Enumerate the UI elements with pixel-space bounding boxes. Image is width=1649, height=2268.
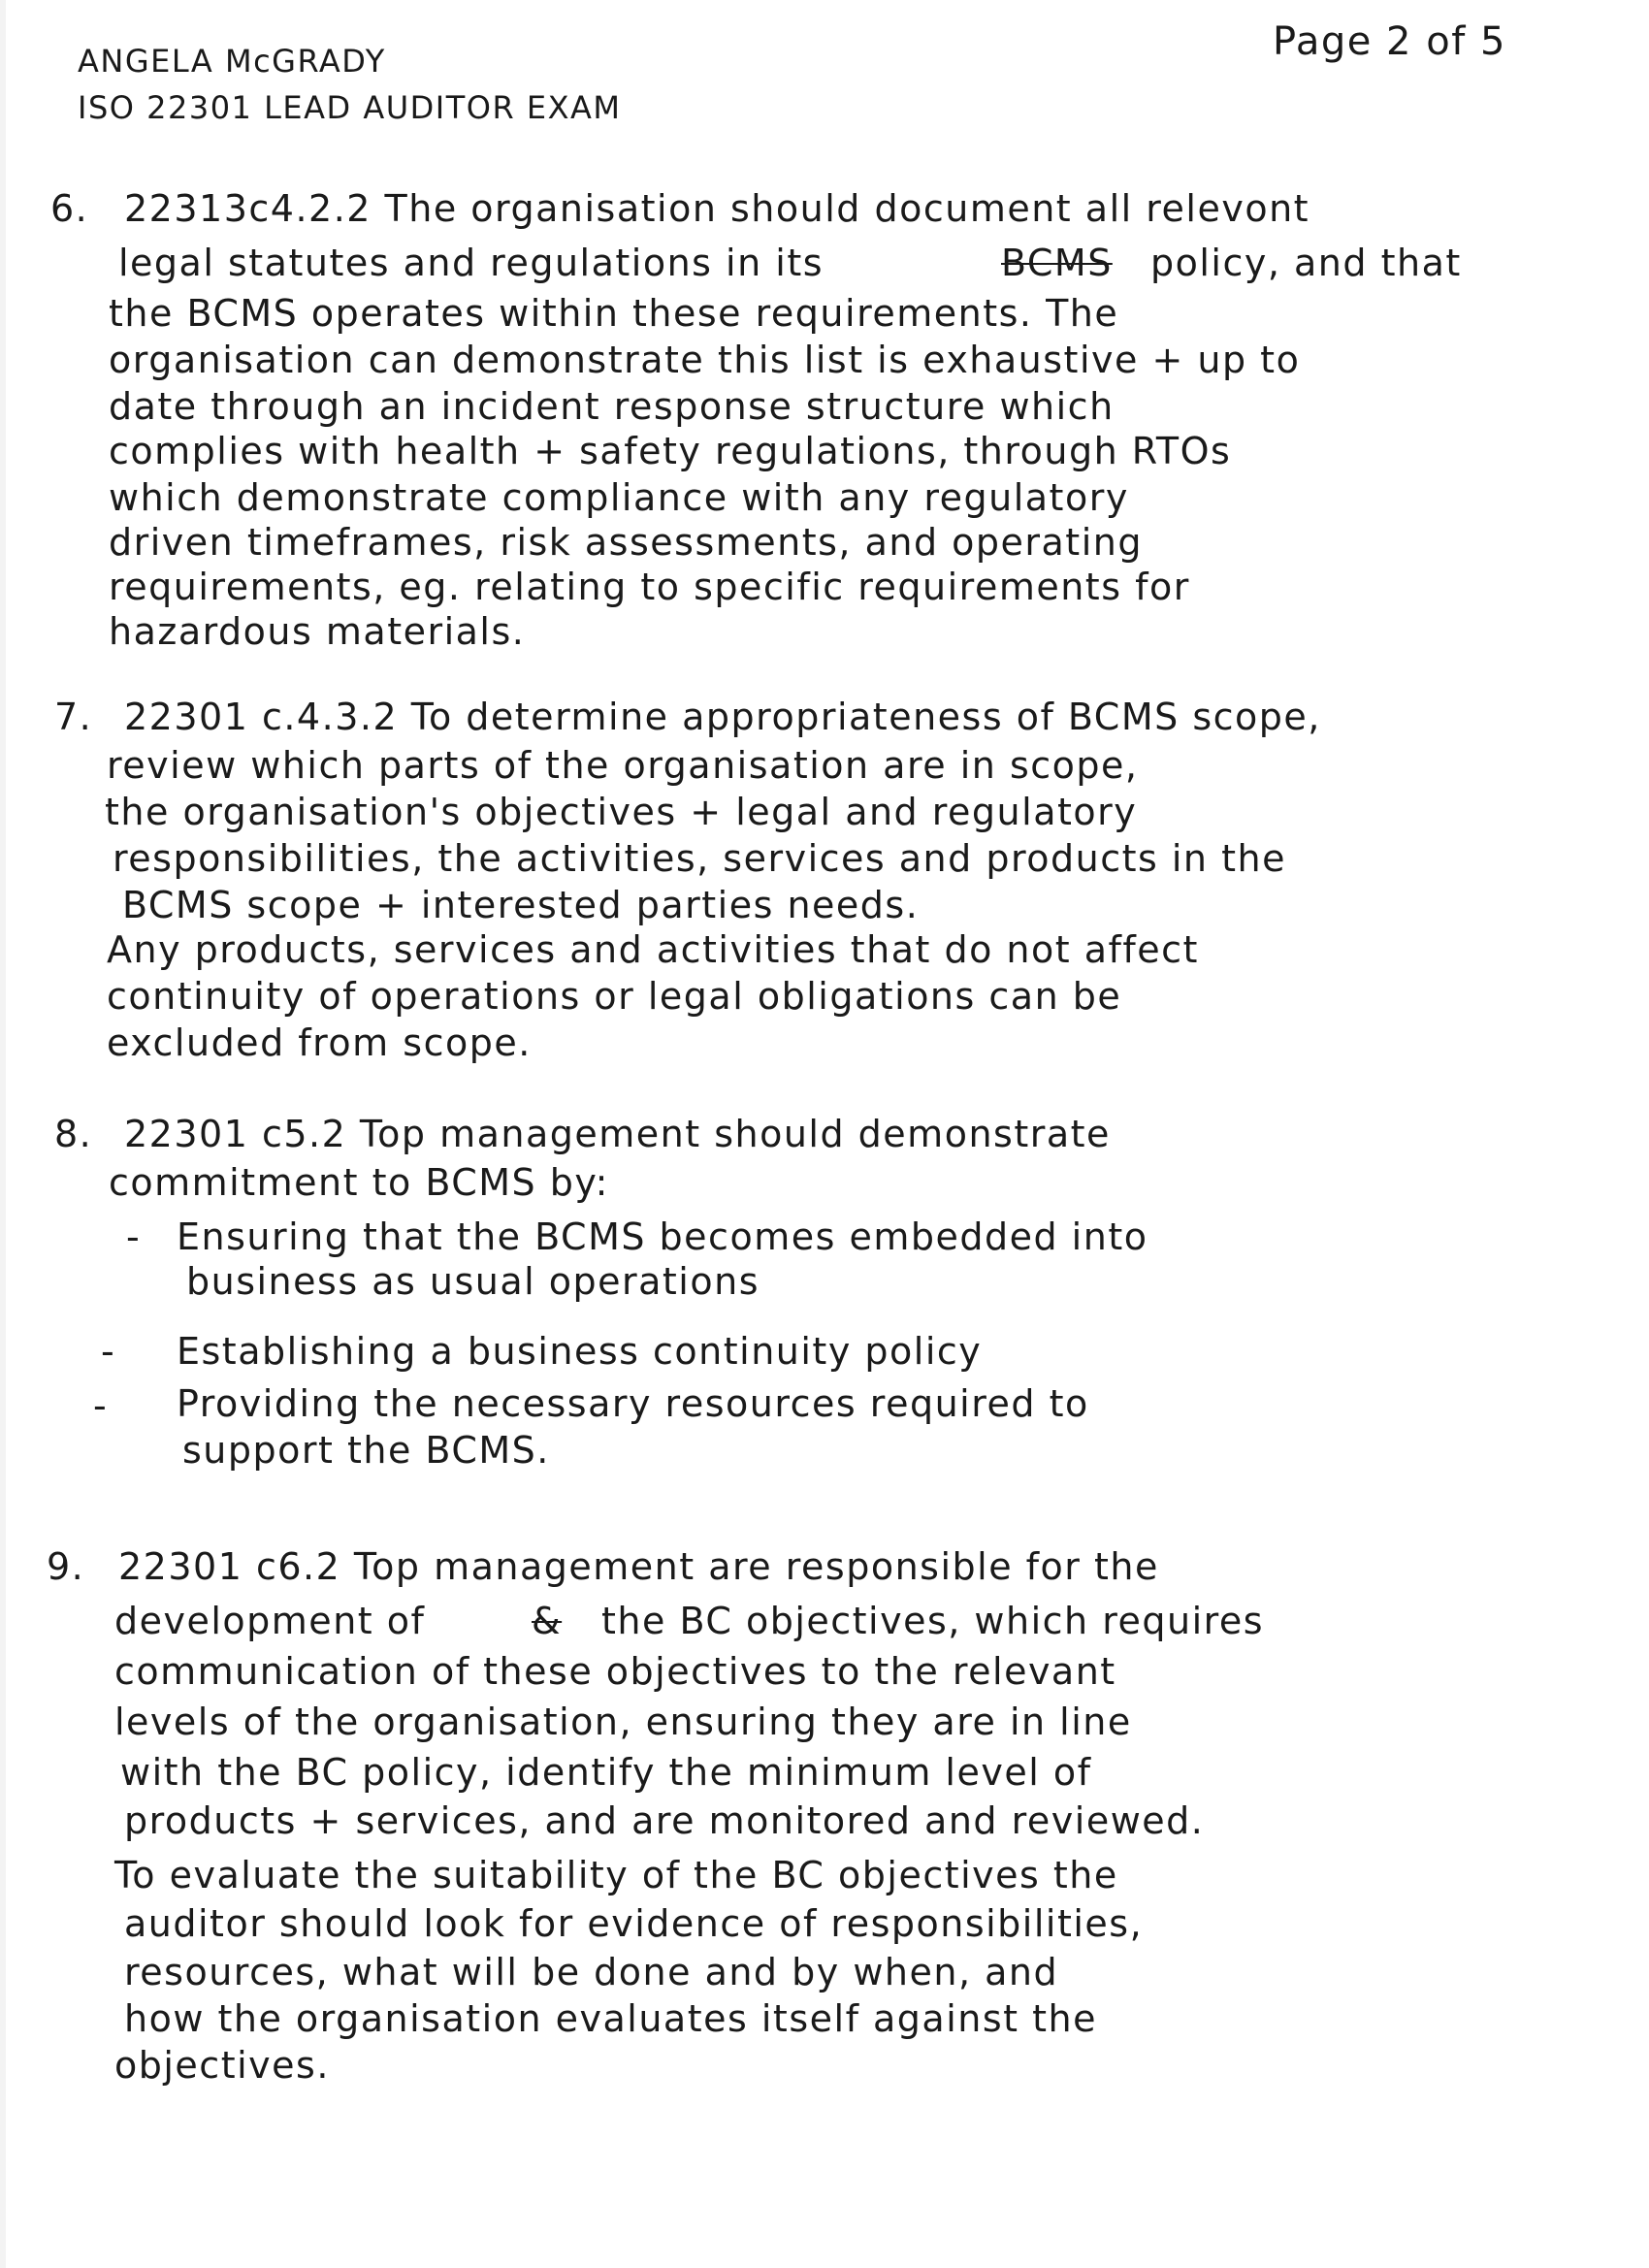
bullet-item-continued: support the BCMS. [182, 1429, 550, 1472]
answer-line: the BC objectives, which requires [601, 1600, 1265, 1642]
bullet-item: Providing the necessary resources required to [177, 1382, 1089, 1425]
answer-line: how the organisation evaluates itself against the [124, 1997, 1097, 2040]
answer-line: objectives. [114, 2044, 330, 2087]
answer-line: organisation can demonstrate this list is exhaustive + up to [109, 339, 1301, 381]
answer-line: driven timeframes, risk assessments, and operating [109, 521, 1143, 564]
answer-line: levels of the organisation, ensuring they are in line [114, 1701, 1132, 1743]
answer-line: excluded from scope. [107, 1021, 532, 1064]
answer-line: To evaluate the suitability of the BC objectives the [114, 1854, 1118, 1896]
answer-line: 22313c4.2.2 The organisation should document all relevont [124, 187, 1310, 230]
answer-number: 9. [47, 1545, 85, 1588]
answer-line: complies with health + safety regulations, through RTOs [109, 430, 1232, 472]
bullet-dash: - [126, 1215, 142, 1258]
bullet-dash: - [93, 1384, 109, 1427]
exam-title: ISO 22301 LEAD AUDITOR EXAM [78, 89, 622, 126]
bullet-item-continued: business as usual operations [186, 1260, 760, 1303]
answer-line: continuity of operations or legal obligations can be [107, 975, 1122, 1018]
bullet-item: Ensuring that the BCMS becomes embedded into [177, 1215, 1148, 1258]
answer-line: auditor should look for evidence of responsibilities, [124, 1902, 1144, 1945]
answer-line: which demonstrate compliance with any regulatory [109, 476, 1129, 519]
bullet-item: Establishing a business continuity policy [177, 1330, 983, 1373]
answer-line: the BCMS operates within these requirements. The [109, 292, 1119, 335]
answer-line: responsibilities, the activities, services and products in the [113, 837, 1286, 880]
author-name: ANGELA McGRADY [78, 43, 386, 80]
answer-line: 22301 c6.2 Top management are responsible for the [118, 1545, 1159, 1588]
answer-line: communication of these objectives to the relevant [114, 1650, 1116, 1693]
struck-out-word: & [532, 1600, 563, 1642]
struck-out-word: BCMS [1001, 242, 1113, 284]
answer-line: 22301 c.4.3.2 To determine appropriateness of BCMS scope, [124, 696, 1321, 738]
answer-line: Any products, services and activities that do not affect [107, 928, 1199, 971]
answer-line: development of [114, 1600, 426, 1642]
answer-line: requirements, eg. relating to specific requirements for [109, 566, 1190, 608]
answer-line: BCMS scope + interested parties needs. [122, 884, 920, 926]
scan-edge [0, 0, 6, 2268]
answer-number: 7. [54, 696, 93, 738]
answer-line: legal statutes and regulations in its [118, 242, 824, 284]
answer-line: hazardous materials. [109, 610, 526, 653]
answer-line: date through an incident response structure which [109, 385, 1115, 428]
bullet-dash: - [101, 1330, 116, 1373]
answer-line: resources, what will be done and by when, and [124, 1951, 1059, 1993]
answer-line: policy, and that [1150, 242, 1462, 284]
answer-line: review which parts of the organisation are in scope, [107, 744, 1139, 787]
answer-line: 22301 c5.2 Top management should demonstrate [124, 1113, 1111, 1155]
answer-line: with the BC policy, identify the minimum level of [120, 1751, 1092, 1794]
answer-line: commitment to BCMS by: [109, 1161, 609, 1204]
answer-number: 8. [54, 1113, 93, 1155]
page-number: Page 2 of 5 [1273, 19, 1506, 64]
answer-line: products + services, and are monitored and reviewed. [124, 1799, 1205, 1842]
answer-line: the organisation's objectives + legal and regulatory [105, 791, 1138, 833]
answer-number: 6. [50, 187, 89, 230]
